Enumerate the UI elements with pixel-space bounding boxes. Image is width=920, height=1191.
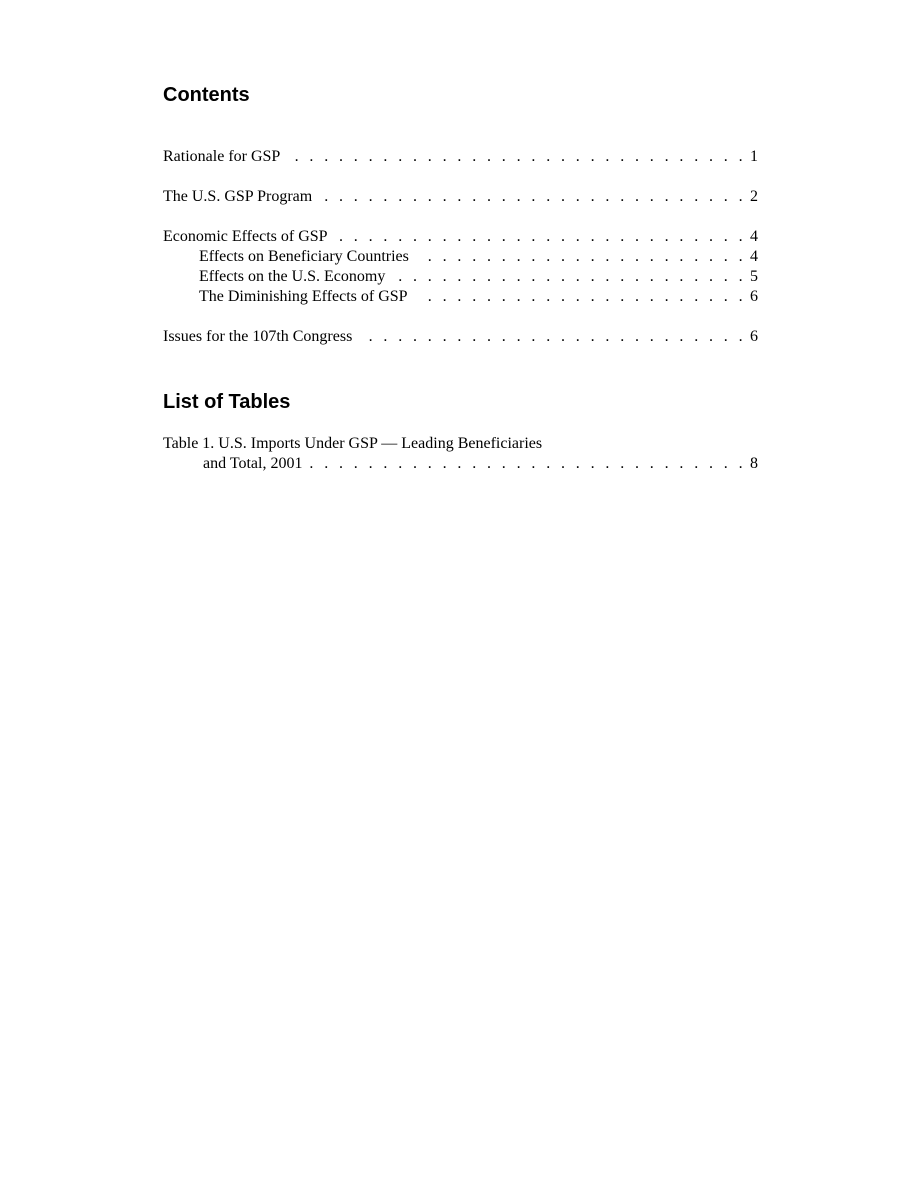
toc-entry-diminishing-effects[interactable]: [163, 287, 758, 307]
dot-leader: [310, 454, 746, 474]
table-entry-1-line1[interactable]: [163, 434, 758, 454]
toc-entry-issues-107th-congress[interactable]: [163, 327, 758, 347]
dot-leader: [360, 327, 746, 347]
toc-entry-page: 2: [750, 188, 758, 205]
list-of-tables-heading: List of Tables: [163, 391, 291, 413]
toc-entry-page: 6: [750, 328, 758, 345]
dot-leader: [417, 247, 746, 267]
tables-list: [163, 434, 758, 474]
toc-entry-page: 1: [750, 148, 758, 165]
dot-leader: [416, 287, 746, 307]
table-entry-title-continued: and Total, 2001: [203, 455, 303, 472]
toc-entry-title: Issues for the 107th Congress: [163, 328, 353, 345]
table-entry-title: Table 1. U.S. Imports Under GSP — Leading Beneficiaries: [163, 435, 543, 452]
toc-entry-beneficiary-countries[interactable]: [163, 247, 758, 267]
dot-leader: [393, 267, 746, 287]
dot-leader: [336, 227, 746, 247]
toc-entry-us-economy[interactable]: [163, 267, 758, 287]
toc-entry-title: The Diminishing Effects of GSP: [199, 288, 408, 305]
contents-heading: Contents: [163, 84, 250, 106]
dot-leader: [288, 147, 746, 167]
toc-entry-page: 5: [750, 268, 758, 285]
toc-entry-gsp-program[interactable]: [163, 187, 758, 207]
toc-entry-page: 4: [750, 228, 758, 245]
toc-entry-title: Effects on the U.S. Economy: [199, 268, 386, 285]
toc-entry-page: 4: [750, 248, 758, 265]
toc-entry-page: 6: [750, 288, 758, 305]
toc-entry-title: The U.S. GSP Program: [163, 188, 313, 205]
table-entry-page: 8: [750, 455, 758, 472]
dot-leader: [320, 187, 746, 207]
table-entry-1-line2[interactable]: [163, 454, 758, 474]
toc-entry-economic-effects[interactable]: [163, 227, 758, 247]
toc-entry-rationale[interactable]: [163, 147, 758, 167]
toc-entry-title: Rationale for GSP: [163, 148, 281, 165]
contents-list: [163, 147, 758, 347]
toc-entry-title: Effects on Beneficiary Countries: [199, 248, 409, 265]
toc-entry-title: Economic Effects of GSP: [163, 228, 328, 245]
